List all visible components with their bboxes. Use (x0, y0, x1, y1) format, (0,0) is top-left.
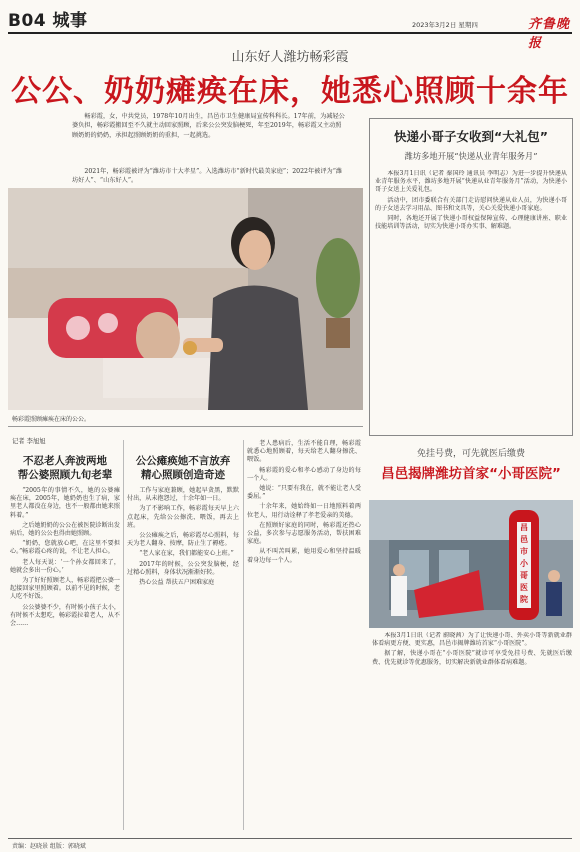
paragraph: 工作与家庭兼顾，她起早贪黑，默默付出，从未抱怨过，十余年如一日。 (127, 487, 239, 503)
intro-paragraph: 畅彩霞，女，中共党员，1978年10月出生，昌邑市卫生健康局宣传科科长。17年前，为减轻公婆负担，畅彩霞搬回至不久就主动回家照顾，后来公公突发脑梗死，年至2019年，畅彩霞又主动照顾奶奶的奶奶，承担起照顾奶奶的重担，一起挑选。 (72, 113, 345, 139)
photo-caption: 畅彩霞照顾瘫痪在床的公公。 (12, 416, 91, 423)
column-1-body (10, 487, 120, 628)
paragraph: 十余年来，她始终如一日地照料着两位老人，用行动诠释了孝老爱亲的美德。 (247, 503, 361, 519)
column-2-heading-2: 精心照顾创造奇迹 (141, 469, 225, 481)
sidebar-body (375, 170, 567, 432)
paragraph: 据了解，快递小哥在“小哥医院”就诊可享受免挂号费、先就医后缴费、优先就诊等优惠服务，切实解决新就业群体看病难题。 (372, 650, 572, 666)
paragraph: 畅彩霞的爱心和孝心感动了身边的每一个人。 (247, 466, 361, 482)
dateline: 2023年3月2日 星期四 (412, 21, 478, 29)
sidebar-subtitle: 潍坊多地开展“快递从业青年服务月” (404, 151, 538, 161)
masthead-logo: 齐鲁晚报 (528, 17, 571, 51)
column-1 (10, 454, 120, 630)
paragraph: 本报3月1日讯（记者 秦国玲 通讯员 李明志）为进一步提升快递从业青年服务水平，潍坊多地开展“快递从业青年服务月”活动，为快递小哥子女送上关爱礼包。 (375, 170, 567, 194)
section-rule (8, 426, 363, 427)
paragraph: 活动中，团市委联合有关部门走访慰问快递从业人员，为快递小哥的子女送去学习用品、图书和文具等，关心关爱快递小哥家庭。 (375, 196, 567, 212)
hospital-photo (369, 500, 573, 628)
intro-paragraph-2: 2021年，畅彩霞被评为“潍坊市十大孝星”。入选潍坊市“新时代最美家庭”；2022年被评为“潍坊好人”、“山东好人”。 (72, 168, 343, 185)
paragraph: 她说：“只要有我在，就不能让老人受委屈。” (247, 485, 361, 501)
sidebar-title: 快递小哥子女收到“大礼包” (394, 129, 548, 144)
paragraph: “2005年的事情不久，她的公婆瘫痪在床，2005年，她奶奶也生了病，家里老人都没在身边，也不一般都由她来照料着。” (10, 487, 120, 519)
sidebar2-paragraphs (372, 632, 572, 667)
column-2-body (127, 487, 239, 587)
sidebar2-title: 昌邑揭牌潍坊首家“小哥医院” (381, 466, 561, 482)
paragraph: 为了不影响工作，畅彩霞每天早上六点起床，先给公公擦洗、喂饭，再去上班。 (127, 505, 239, 529)
paragraph: 同时，各地还开展了快递小哥权益保障宣传、心理健康讲座、职业技能培训等活动，切实为快递小哥办实事、解难题。 (375, 215, 567, 231)
column-2 (127, 454, 239, 589)
column-1-heading-2: 帮公婆照顾九旬老辈 (17, 469, 113, 481)
paragraph: 在照顾好家庭的同时，畅彩霞还热心公益，多次参与志愿服务活动，帮扶困难家庭。 (247, 521, 361, 546)
paragraph: “老人家在家，我们都能安心上班。” (139, 550, 234, 558)
column-3 (247, 440, 361, 567)
paragraph: 老人患病后，生活不能自理，畅彩霞就悉心地照顾着，每天给老人翻身擦洗、喂饭。 (247, 440, 361, 464)
paragraph: 老人每天说：‘一个孙女都回来了，她就会多出一份心。’ (10, 558, 120, 574)
sidebar2-kicker: 免挂号费，可先就医后缴费 (416, 449, 525, 459)
paragraph: 公公婆婆不少，有时候小孩子太小，有时候不太想吃，畅彩霞拉着老人，从不会…… (10, 603, 120, 628)
headline: 公公、奶奶瘫痪在床，她悉心照顾十余年 (11, 74, 569, 109)
main-photo (8, 188, 363, 410)
footer-rule (8, 838, 572, 839)
hospital-sign-text: 昌邑市小哥医院 (520, 523, 528, 604)
column-2-heading-1: 公公瘫痪她不言放弃 (135, 455, 231, 467)
paragraph: 从不叫苦叫累，她用爱心和坚持温暖着身边每一个人。 (247, 548, 361, 564)
paragraph: 2017年的时候，公公突发脑梗，经过精心照料，身体状况渐渐好转。 (127, 560, 239, 576)
photo-illustration (8, 188, 363, 410)
paragraph: 公公瘫痪之后，畅彩霞尽心照料，每天为老人翻身、按摩，防止生了褥疮。 (127, 532, 239, 548)
paragraph: 之后她奶奶的公公在被医院诊断出发病后，她的公公也得由她照顾。 (10, 521, 120, 538)
paragraph: 为了好好照顾老人，畅彩霞把公婆一起接回家里照顾着。以前不见的时候，老人吃不好饭。 (10, 577, 120, 601)
kicker: 山东好人潍坊畅彩霞 (231, 50, 349, 65)
paragraph: 热心公益 帮扶五户困难家庭 (139, 579, 215, 587)
footer-credits: 责编：赵晓景 组版：郭晓斌 (12, 843, 86, 850)
page-label: B04 城事 (8, 11, 88, 31)
column-3-body (247, 440, 361, 565)
reporter-byline: 记者 李旭旭 (12, 438, 46, 445)
column-divider (243, 440, 244, 830)
column-1-heading-1: 不忍老人奔波两地 (23, 455, 107, 467)
header-rule (8, 32, 572, 34)
paragraph: “奶奶，您就放心吧，在这里不要担心。”畅彩霞心疼的说，不让老人担心。 (10, 540, 120, 556)
paragraph: 本报3月1日讯（记者 蔚晓茜）为了让快递小哥、外卖小哥等新就业群体看病更方便、更实惠，昌邑市揭牌潍坊首家“小哥医院”。 (372, 632, 572, 648)
hospital-illustration (369, 500, 573, 628)
sidebar-paragraphs (375, 170, 567, 231)
sidebar2-body (372, 632, 572, 832)
column-divider (123, 440, 124, 830)
